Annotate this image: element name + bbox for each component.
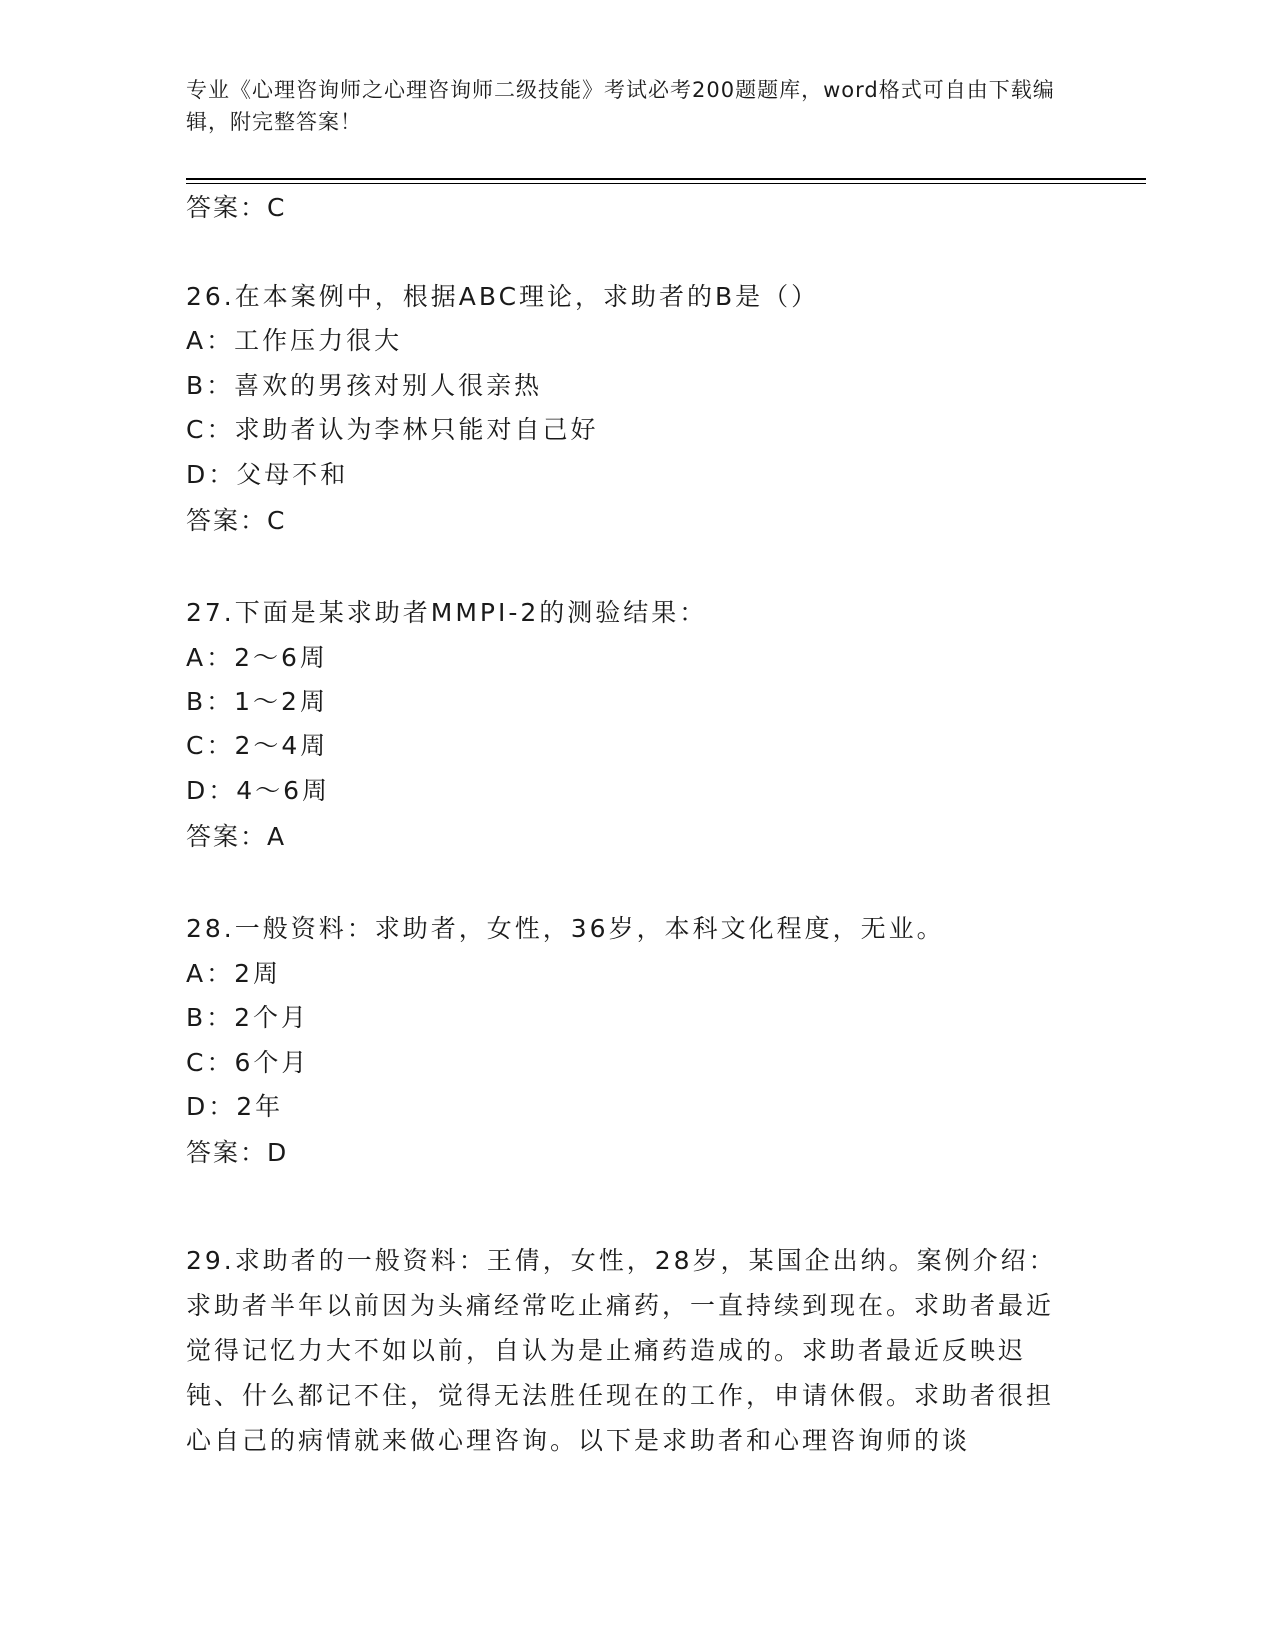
question-27-answer: 答案：A bbox=[186, 822, 287, 851]
question-28-answer: 答案：D bbox=[186, 1138, 289, 1167]
question-27-option-b: B：1～2周 bbox=[186, 687, 328, 716]
question-26-stem: 26.在本案例中，根据ABC理论，求助者的B是（） bbox=[186, 282, 820, 311]
document-header: 专业《心理咨询师之心理咨询师二级技能》考试必考200题题库，word格式可自由下载编辑，附完整答案！ bbox=[186, 78, 1055, 134]
question-28-stem: 28.一般资料：求助者，女性，36岁，本科文化程度，无业。 bbox=[186, 914, 945, 943]
question-27-option-a: A：2～6周 bbox=[186, 643, 328, 672]
question-26-option-b: B：喜欢的男孩对别人很亲热 bbox=[186, 371, 543, 400]
question-26-option-d: D：父母不和 bbox=[186, 460, 349, 489]
question-26-option-c: C：求助者认为李林只能对自己好 bbox=[186, 415, 599, 444]
question-27-stem: 27.下面是某求助者MMPI-2的测验结果： bbox=[186, 598, 708, 627]
question-29-paragraph: 29.求助者的一般资料：王倩，女性，28岁，某国企出纳。案例介绍：求助者半年以前因为头痛经常吃止痛药，一直持续到现在。求助者最近觉得记忆力大不如以前，自认为是止痛药造成的。求助者最近反映迟钝、什么都记不住，觉得无法胜任现在的工作，申请休假。求助者很担心自己的病情就来做心理咨询。以下是求助者和心理咨询师的谈 bbox=[186, 1246, 1057, 1455]
question-27-option-c: C：2～4周 bbox=[186, 731, 329, 760]
question-28-option-a: A：2周 bbox=[186, 959, 282, 988]
question-27-option-d: D：4～6周 bbox=[186, 776, 331, 805]
header-divider-thick bbox=[186, 178, 1146, 180]
question-28-option-c: C：6个月 bbox=[186, 1048, 310, 1077]
question-28-option-d: D：2年 bbox=[186, 1092, 284, 1121]
header-divider-thin bbox=[186, 183, 1146, 184]
question-26-option-a: A：工作压力很大 bbox=[186, 326, 403, 355]
question-26-answer: 答案：C bbox=[186, 506, 287, 535]
question-28-option-b: B：2个月 bbox=[186, 1003, 310, 1032]
answer-prev: 答案：C bbox=[186, 193, 287, 222]
